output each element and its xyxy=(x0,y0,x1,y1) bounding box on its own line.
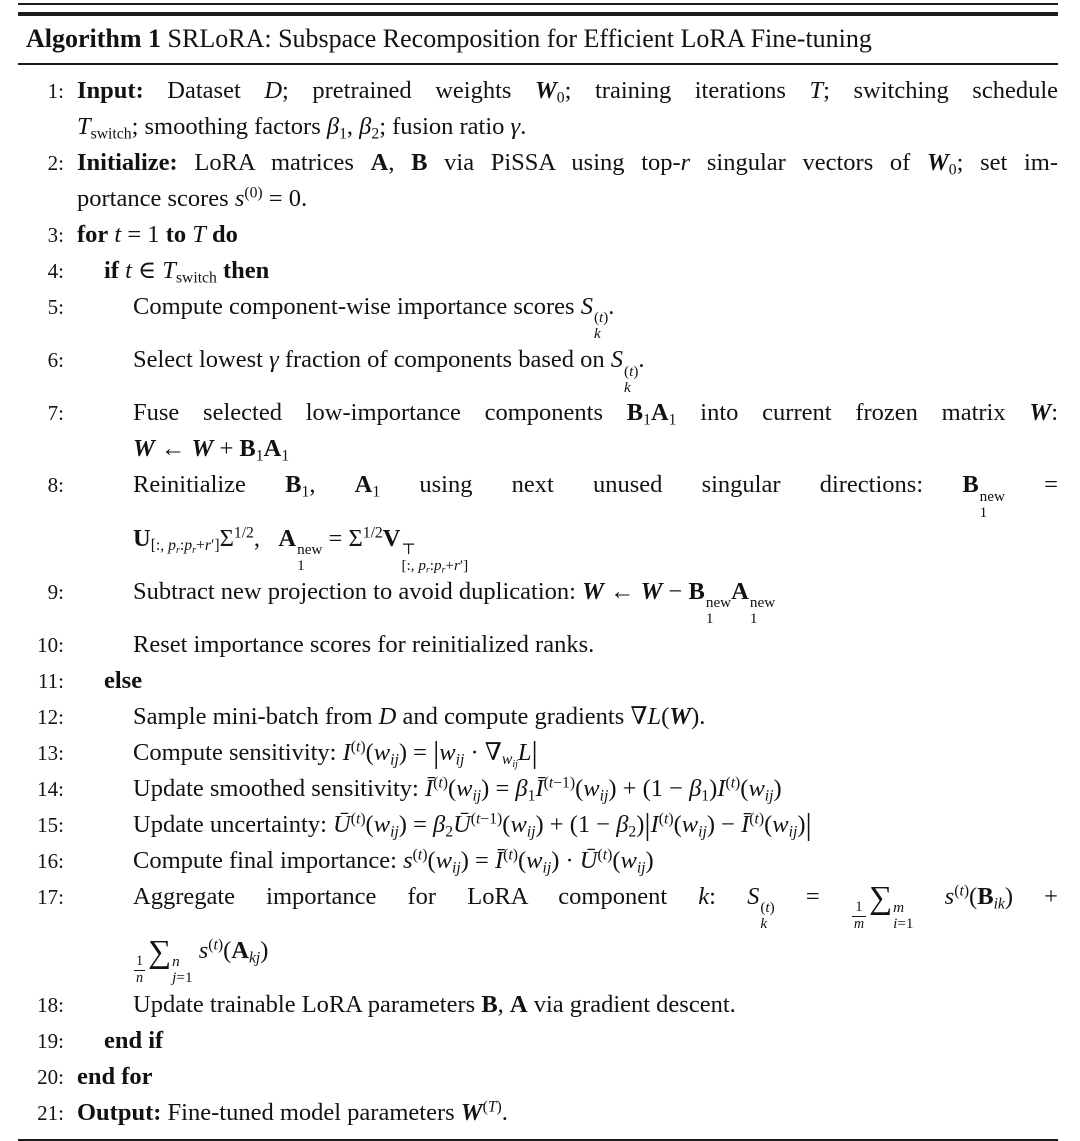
algorithm-line xyxy=(18,987,1058,1023)
line-content xyxy=(77,879,1058,987)
line-row: Update smoothed sensitivity: $Ī^{(t)}(w_{ij})$ = $\beta_1Ī^{(t-1)}(w_{ij}) + (1 - \beta_1)I^{(t)}(w_{ij})$ xyxy=(133,774,782,805)
line-row: Update trainable LoRA parameters B, A via gradient descent. xyxy=(133,990,736,1018)
line-row: if t ∈ $T_{switch}$ then xyxy=(104,257,270,287)
algorithm-line xyxy=(18,342,1058,395)
algorithm-line xyxy=(18,145,1058,217)
line-row: Initialize: LoRA matrices A, B via PiSSA using top-r singular vectors of $W_0$; set im- xyxy=(77,149,1059,179)
line-content xyxy=(77,1095,1058,1131)
line-row: Sample mini-batch from D and compute gradients ∇L(W). xyxy=(133,703,706,731)
algorithm-line xyxy=(18,807,1058,843)
line-number: 10: xyxy=(37,633,64,658)
caption-rule xyxy=(18,63,1058,66)
line-content xyxy=(77,1059,1058,1095)
algorithm-line xyxy=(18,253,1058,289)
line-row: $U_{[:, p_r:p_r+r']}\Sigma^{1/2}$, A new 1 = $\Sigma^{1/2}V$ ⊤ [:, $p_r:p_r+r'$] xyxy=(133,524,469,576)
algorithm-caption xyxy=(18,16,1058,63)
line-number: 11: xyxy=(37,669,64,694)
line-content xyxy=(77,699,1058,735)
line-content xyxy=(77,1023,1058,1059)
line-number: 16: xyxy=(37,849,64,874)
algorithm-line xyxy=(18,217,1058,253)
algorithm-line xyxy=(18,73,1058,145)
line-content xyxy=(77,843,1058,879)
line-row: Update uncertainty: $Ū^{(t)}(w_{ij})$ = $\beta_2Ū^{(t-1)}(w_{ij}) + (1 - \beta_2)|I^{(t)}(w_{ij})$ − $Ī^{(t)}(w_{ij})|$ xyxy=(133,806,812,842)
algorithm-title: SRLoRA: Subspace Recomposition for Efficient LoRA Fine-tuning xyxy=(161,23,872,53)
algorithm-line xyxy=(18,879,1058,987)
line-number: 9: xyxy=(47,579,64,604)
line-content xyxy=(77,217,1058,253)
algorithm-line xyxy=(18,395,1058,467)
line-content xyxy=(77,987,1058,1023)
line-content xyxy=(77,807,1058,843)
line-number: 3: xyxy=(47,223,64,247)
line-row: Reset importance scores for reinitialized ranks. xyxy=(133,631,595,659)
line-number: 5: xyxy=(47,295,64,319)
line-row: end if xyxy=(104,1026,164,1054)
algorithm-line xyxy=(18,574,1058,627)
line-row: Reinitialize $B_1$, $A_1$ using next unused singular directions: B new 1 = xyxy=(133,471,1058,521)
line-number: 8: xyxy=(47,473,64,498)
algorithm-line xyxy=(18,735,1058,771)
line-row: else xyxy=(104,667,143,695)
top-outer-rule xyxy=(18,3,1058,5)
line-number: 6: xyxy=(47,348,64,373)
line-content xyxy=(77,467,1058,576)
line-row: portance scores $s^{(0)} = 0$. xyxy=(77,184,308,212)
algorithm-line xyxy=(18,289,1058,342)
line-row: end for xyxy=(77,1062,153,1090)
line-content xyxy=(77,771,1058,807)
line-number: 14: xyxy=(37,777,64,802)
line-row: Select lowest γ fraction of components based on S (t) k . xyxy=(133,346,645,396)
line-row: Compute component-wise importance scores S (t) k . xyxy=(133,293,615,343)
algorithm-label: Algorithm 1 xyxy=(26,23,162,53)
algorithm-line xyxy=(18,1023,1058,1059)
line-content xyxy=(77,735,1058,771)
line-row: Aggregate importance for LoRA component k: S (t) k = $\frac{1}{m}$ ∑ m i=1 $s^{(t)}(B_{ik})$ + xyxy=(133,878,1058,933)
algorithm-line xyxy=(18,699,1058,735)
line-number: 18: xyxy=(37,992,64,1017)
line-row: for t = 1 to T do xyxy=(77,221,238,248)
algorithm-body xyxy=(18,70,1058,1139)
line-row: Input: Dataset D; pretrained weights $W_0$; training iterations T; switching schedule xyxy=(77,77,1059,107)
line-row: Compute sensitivity: $I^{(t)}(w_{ij}) = |w_{ij} \cdot \nabla_{w_{ij}}L|$ xyxy=(133,734,538,771)
line-number: 15: xyxy=(37,813,64,838)
line-number: 1: xyxy=(47,79,64,103)
algorithm-line xyxy=(18,467,1058,576)
line-row: Subtract new projection to avoid duplication: W ← W − B new 1 A new 1 xyxy=(133,577,776,628)
line-number: 13: xyxy=(37,741,64,766)
line-number: 2: xyxy=(47,151,64,175)
algorithm-line xyxy=(18,627,1058,663)
line-content xyxy=(77,342,1058,395)
line-content xyxy=(77,627,1058,663)
line-row: Fuse selected low-importance components $B_1A_1$ into current frozen matrix W: xyxy=(133,399,1058,429)
line-number: 4: xyxy=(47,259,64,283)
algorithm-line xyxy=(18,663,1058,699)
line-row: W ← $W + B_1A_1$ xyxy=(133,435,290,465)
algorithm-line xyxy=(18,1095,1058,1131)
line-content xyxy=(77,73,1058,145)
line-row: Compute final importance: $s^{(t)}(w_{ij})$ = $Ī^{(t)}(w_{ij})$ · $Ū^{(t)}(w_{ij})$ xyxy=(133,846,654,877)
line-content xyxy=(77,574,1058,627)
algorithm-line xyxy=(18,771,1058,807)
line-number: 20: xyxy=(37,1064,64,1089)
line-content xyxy=(77,253,1058,289)
line-number: 12: xyxy=(37,705,64,730)
line-content xyxy=(77,663,1058,699)
line-content xyxy=(77,289,1058,342)
algorithm-line xyxy=(18,1059,1058,1095)
line-row: $T_{switch}$; smoothing factors $\beta_1$, $\beta_2$; fusion ratio γ. xyxy=(77,113,527,143)
line-row: $\frac{1}{n}$ ∑ n j=1 $s^{(t)}(A_{kj})$ xyxy=(136,932,269,987)
line-number: 19: xyxy=(37,1028,64,1053)
line-row: Output: Fine-tuned model parameters $W^{(T)}$. xyxy=(77,1098,508,1126)
line-number: 21: xyxy=(37,1100,64,1125)
line-content xyxy=(77,145,1058,217)
line-number: 17: xyxy=(37,885,64,910)
line-number: 7: xyxy=(47,401,64,426)
algorithm-line xyxy=(18,843,1058,879)
line-content xyxy=(77,395,1058,467)
